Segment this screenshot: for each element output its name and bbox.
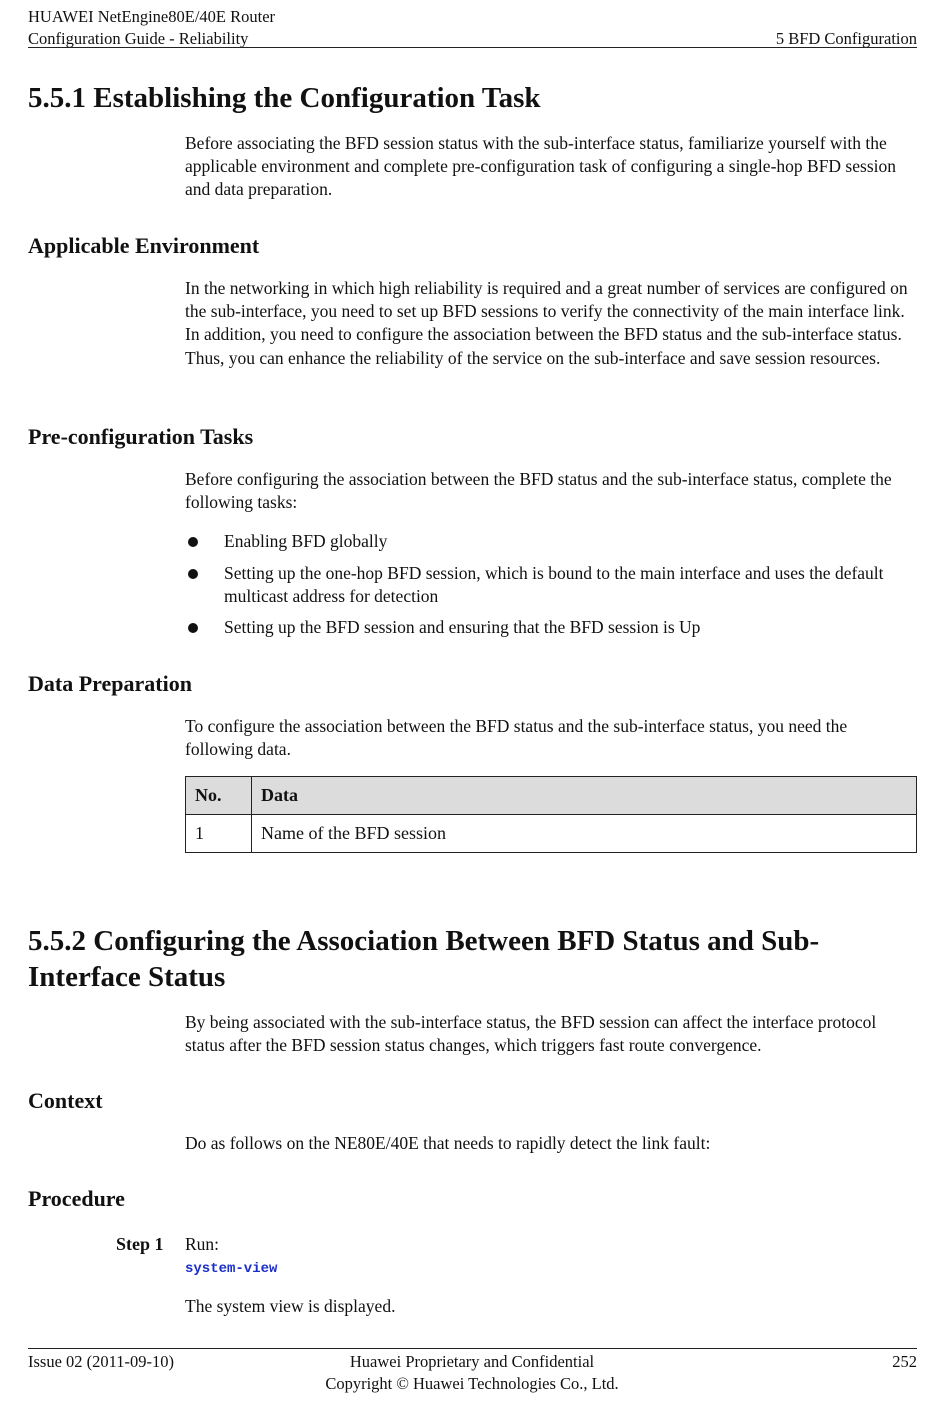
bullet-icon [188,569,198,579]
bullet-icon [188,537,198,547]
task-text: Enabling BFD globally [224,531,388,551]
table-cell-data: Name of the BFD session [252,815,917,853]
heading-procedure: Procedure [28,1186,125,1211]
footer-proprietary: Huawei Proprietary and Confidential [349,1352,595,1371]
footer-page-number: 252 [892,1352,917,1371]
section-title-line-1: 5.5.2 Configuring the Association Between BFD Status and Sub- [28,925,820,957]
preconfiguration-text: Before configuring the association between the BFD status and the sub-interface status, complete the following tasks: [185,469,892,513]
section-intro: Before associating the BFD session status with the sub-interface status, familiarize yourself with the applicable environment and complete pre-configuration task of configuring a single-hop BFD session and data preparation. [185,133,896,200]
task-text: Setting up the one-hop BFD session, which is bound to the main interface and uses the default multicast address for detection [224,563,884,607]
context-text: Do as follows on the NE80E/40E that needs to rapidly detect the link fault: [185,1133,711,1153]
data-preparation-table [185,776,917,853]
table-row [186,815,917,853]
table-header-row [186,777,917,815]
section-title-line-2: Interface Status [28,961,226,993]
step-result: The system view is displayed. [185,1296,396,1316]
command-text: system-view [185,1261,278,1277]
footer-divider [28,1348,917,1349]
footer-issue: Issue 02 (2011-09-10) [28,1352,175,1371]
task-text: Setting up the BFD session and ensuring that the BFD session is Up [224,617,701,637]
heading-applicable-environment: Applicable Environment [28,233,260,258]
step-label: Step 1 [116,1234,164,1254]
header-chapter: 5 BFD Configuration [775,29,917,48]
header-guide: Configuration Guide - Reliability [28,29,249,48]
header-product: HUAWEI NetEngine80E/40E Router [28,7,276,26]
applicable-environment-text: In the networking in which high reliability is required and a great number of services are configured on the sub-interface, you need to set up BFD sessions to verify the connectivity of the main interface link. In addition, you need to configure the association between the BFD status and the sub-interface status. Thus, you can enhance the reliability of the service on the sub-interface and save session resources. [185,278,908,368]
heading-data-preparation: Data Preparation [28,671,192,696]
data-preparation-text: To configure the association between the BFD status and the sub-interface status, you need the following data. [185,716,848,760]
header-divider [28,47,917,48]
table-cell-no: 1 [186,815,252,853]
footer-copyright: Copyright © Huawei Technologies Co., Ltd. [325,1374,619,1393]
column-header-data: Data [252,777,917,815]
step-action: Run: [185,1234,220,1254]
section-title-5-5-2 [28,923,918,995]
section-2-intro: By being associated with the sub-interface status, the BFD session can affect the interface protocol status after the BFD session status changes, which triggers fast route convergence. [185,1012,877,1056]
heading-context: Context [28,1088,103,1113]
section-title-5-5-1: 5.5.1 Establishing the Configuration Task [28,82,541,114]
bullet-icon [188,623,198,633]
heading-preconfiguration-tasks: Pre-configuration Tasks [28,424,254,449]
column-header-no: No. [186,777,252,815]
